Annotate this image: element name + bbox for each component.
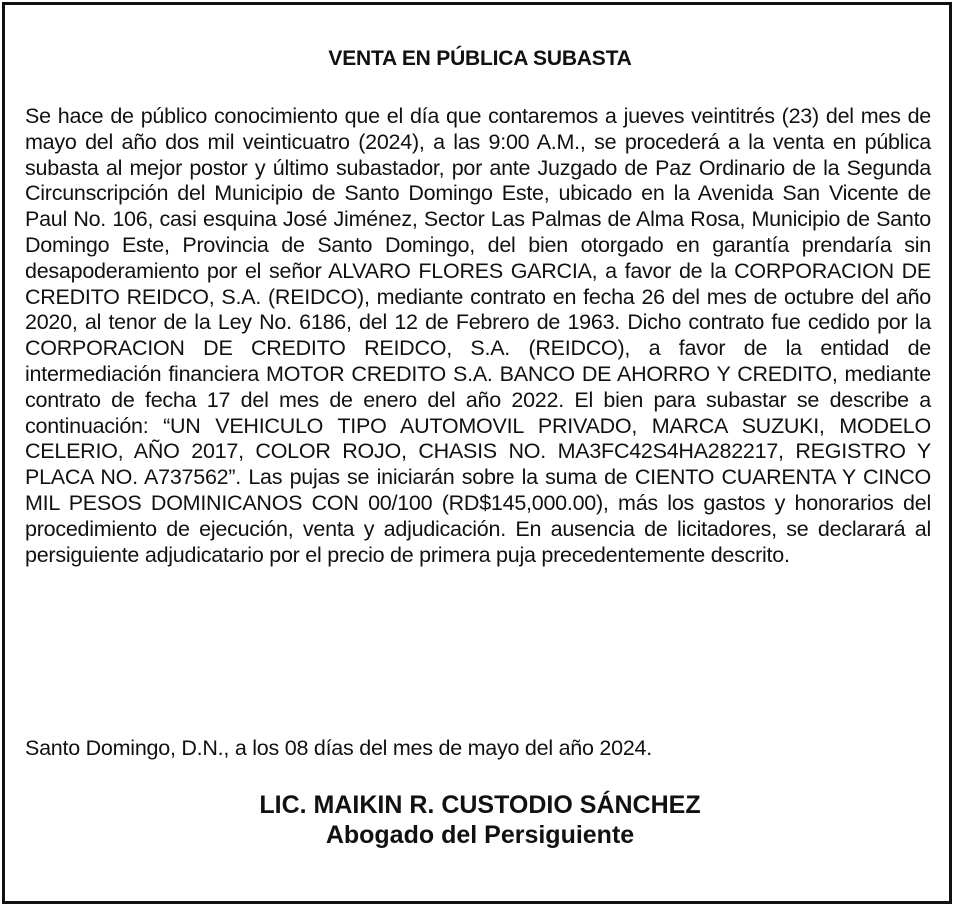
signatory-name: LIC. MAIKIN R. CUSTODIO SÁNCHEZ [259, 791, 701, 819]
notice-title: VENTA EN PÚBLICA SUBASTA [328, 47, 632, 70]
notice-frame [2, 2, 952, 904]
notice-closing: Santo Domingo, D.N., a los 08 días del mes de mayo del año 2024. [25, 736, 652, 760]
notice-body: Se hace de público conocimiento que el día que contaremos a jueves veintitrés (23) del mes de mayo del año dos mil veinticuatro (2024), a las 9:00 A.M., se procederá a la venta en pública subasta al mejor postor y último subastador, por ante Juzgado de Paz Ordinario de la Segunda Circunscripción del Municipio de Santo Domingo Este, ubicado en la Avenida San Vicente de Paul No. 106, casi esquina José Jiménez, Sector Las Palmas de Alma Rosa, Municipio de Santo Domingo Este, Provincia de Santo Domingo, del bien otorgado en garantía prendaría sin desapoderamiento por el señor ALVARO FLORES GARCIA, a favor de la CORPORACION DE CREDITO REIDCO, S.A. (REIDCO), mediante contrato en fecha 26 del mes de octubre del año 2020, al tenor de la Ley No. 6186, del 12 de Febrero de 1963. Dicho contrato fue cedido por la CORPORACION DE CREDITO REIDCO, S.A. (REIDCO), a favor de la entidad de intermediación financiera MOTOR CREDITO S.A. BANCO DE AHORRO Y CREDITO, mediante contrato de fecha 17 del mes de enero del año 2022. El bien para subastar se describe a continuación: “UN VEHICULO TIPO AUTOMOVIL PRIVADO, MARCA SUZUKI, MODELO CELERIO, AÑO 2017, COLOR ROJO, CHASIS NO. MA3FC42S4HA282217, REGISTRO Y PLACA NO. A737562”. Las pujas se iniciarán sobre la suma de CIENTO CUARENTA Y CINCO MIL PESOS DOMINICANOS CON 00/100 (RD$145,000.00), más los gastos y honorarios del procedimiento de ejecución, venta y adjudicación. En ausencia de licitadores, se declarará al persiguiente adjudicatario por el precio de primera puja precedentemente descrito. [25, 104, 931, 567]
signatory-role: Abogado del Persiguiente [325, 821, 635, 849]
signature-block [5, 790, 954, 850]
